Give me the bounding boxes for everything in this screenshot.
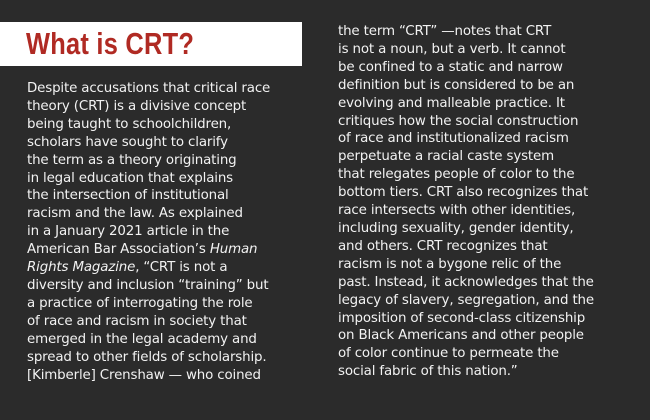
body-line: be confined to a static and narrow — [338, 59, 563, 75]
body-line: legacy of slavery, segregation, and the — [338, 292, 594, 308]
body-line: including sexuality, gender identity, — [338, 220, 574, 236]
body-line: spread to other fields of scholarship. — [27, 349, 267, 365]
body-line-with-citation — [27, 241, 270, 259]
body-line: Despite accusations that critical race — [27, 81, 271, 96]
title-banner — [0, 22, 302, 66]
body-line: scholars have sought to clarify — [27, 134, 228, 150]
body-line: is not a noun, but a verb. It cannot — [338, 41, 566, 57]
body-line: diversity and inclusion “training” but — [27, 277, 269, 293]
body-line: definition but is considered to be an — [338, 77, 575, 93]
magazine-title-part-2: Rights Magazine — [27, 260, 136, 276]
body-line: race intersects with other identities, — [338, 203, 576, 219]
body-line: that relegates people of color to the — [338, 167, 575, 183]
body-line: evolving and malleable practice. It — [338, 95, 565, 111]
magazine-title-part-1: Human — [209, 242, 258, 258]
body-text: , “CRT is not a — [135, 260, 228, 276]
body-line: past. Instead, it acknowledges that the — [338, 274, 594, 290]
body-line: the intersection of institutional — [27, 188, 229, 204]
body-line: the term “CRT” —notes that CRT — [338, 24, 552, 39]
body-line: racism is not a bygone relic of the — [338, 256, 562, 272]
body-line: the term as a theory originating — [27, 152, 237, 168]
body-line: imposition of second-class citizenship — [338, 310, 586, 326]
body-line: of race and institutionalized racism — [338, 131, 569, 147]
body-line: emerged in the legal academy and — [27, 331, 257, 347]
body-line: racism and the law. As explained — [27, 206, 243, 222]
body-line: being taught to schoolchildren, — [27, 116, 232, 132]
body-text: American Bar Association’s — [27, 242, 206, 258]
body-line: of color continue to permeate the — [338, 346, 559, 362]
body-line: social fabric of this nation.” — [338, 364, 518, 380]
left-column — [27, 80, 270, 384]
body-line: [Kimberle] Crenshaw — who coined — [27, 367, 261, 383]
page-title: What is CRT? — [26, 26, 195, 61]
body-line-with-citation — [27, 259, 270, 277]
body-line: critiques how the social construction — [338, 113, 579, 129]
body-line: of race and racism in society that — [27, 313, 247, 329]
body-line: in a January 2021 article in the — [27, 224, 230, 240]
body-line: in legal education that explains — [27, 170, 233, 186]
body-line: theory (CRT) is a divisive concept — [27, 98, 247, 114]
body-line: a practice of interrogating the role — [27, 295, 253, 311]
right-column — [338, 23, 594, 381]
body-line: perpetuate a racial caste system — [338, 149, 555, 165]
body-line: and others. CRT recognizes that — [338, 238, 548, 254]
body-line: on Black Americans and other people — [338, 328, 584, 344]
body-line: bottom tiers. CRT also recognizes that — [338, 185, 589, 201]
